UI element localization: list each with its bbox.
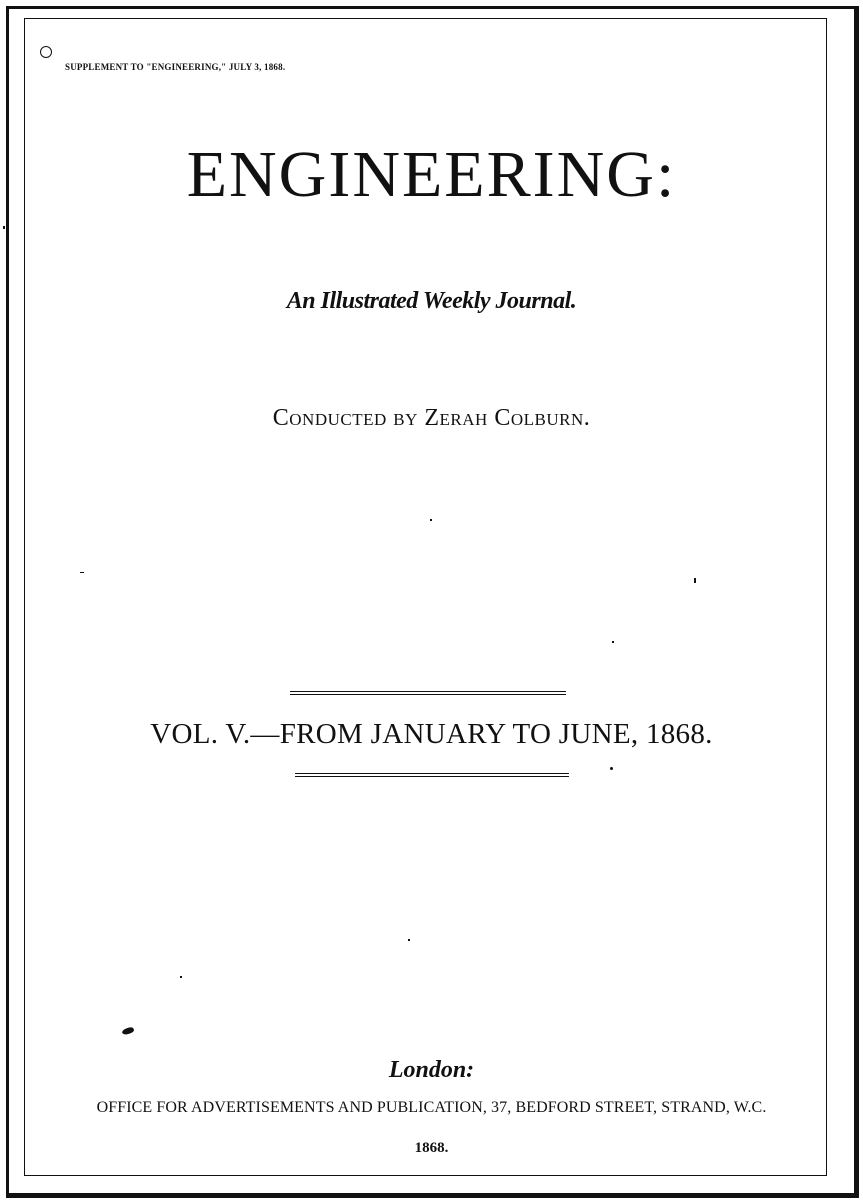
print-speck xyxy=(80,572,84,573)
journal-title: ENGINEERING: xyxy=(186,138,677,211)
print-speck xyxy=(3,226,5,229)
supplement-line: SUPPLEMENT TO "ENGINEERING," JULY 3, 1868. xyxy=(65,62,286,72)
print-speck xyxy=(408,939,410,941)
circle-mark-icon xyxy=(40,46,52,58)
editor-line: Conducted by Zerah Colburn. xyxy=(272,405,591,431)
print-speck xyxy=(180,976,182,978)
imprint-office: OFFICE FOR ADVERTISEMENTS AND PUBLICATION, 37, BEDFORD STREET, STRAND, W.C. xyxy=(96,1099,767,1116)
print-speck xyxy=(612,641,614,643)
double-rule-top xyxy=(290,691,566,695)
print-speck xyxy=(694,578,696,583)
imprint-year: 1868. xyxy=(414,1140,449,1156)
double-rule-bottom xyxy=(295,773,569,777)
volume-heading: VOL. V.—FROM JANUARY TO JUNE, 1868. xyxy=(150,718,713,750)
journal-subtitle: An Illustrated Weekly Journal. xyxy=(286,288,577,314)
print-speck xyxy=(430,519,432,521)
print-speck xyxy=(610,767,613,770)
imprint-city: London: xyxy=(388,1057,475,1083)
